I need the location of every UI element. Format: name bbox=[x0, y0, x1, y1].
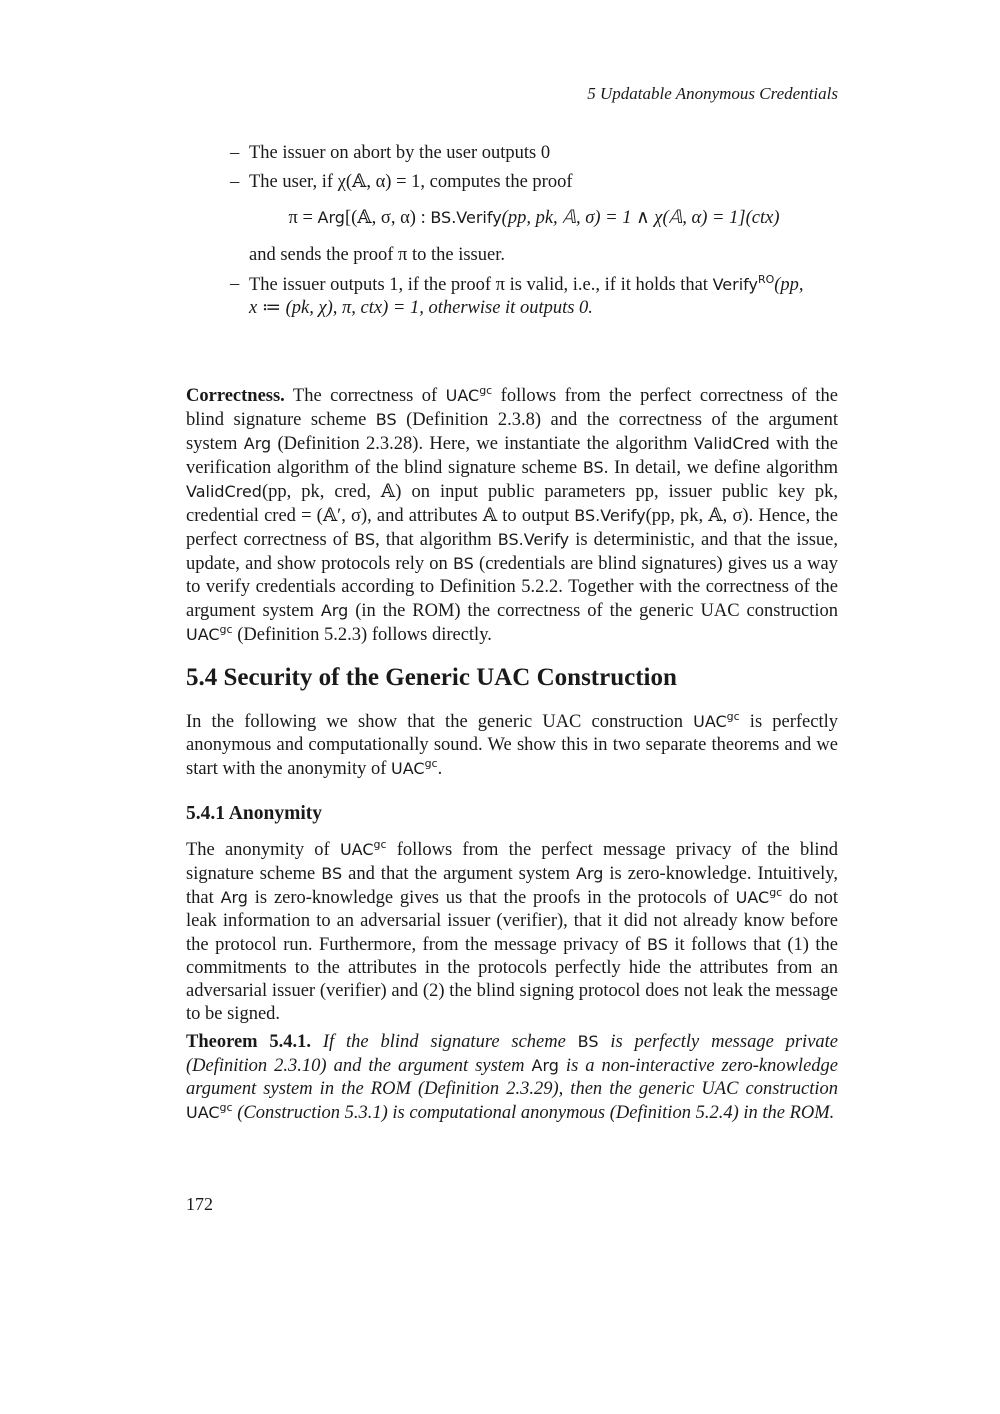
paragraph-heading: Correctness. bbox=[186, 386, 285, 406]
verify-algorithm: Verify bbox=[712, 275, 758, 294]
list-item-text: The issuer outputs 1, if the proof π is valid, i.e., if it holds that bbox=[249, 275, 713, 295]
text: do not leak information to an adversarial issuer (verifier), that it did not already know before the protocol run. Furthermore, from the message privacy of bbox=[186, 888, 838, 955]
arg-symbol: Arg bbox=[531, 1056, 559, 1075]
text: with the verification algorithm of the blind signature scheme bbox=[186, 434, 839, 478]
text: (pp, pk, cred, 𝔸) on input public parameters pp, issuer public key pk, credential cred = (𝔸′, σ), and attributes 𝔸 to output bbox=[186, 482, 838, 526]
bs-symbol: BS bbox=[452, 554, 474, 573]
text: is perfectly message private (Definition 2.3.10) and the argument system bbox=[186, 1032, 839, 1076]
text: (Definition 2.3.8) and the correctness of the argument system bbox=[186, 410, 838, 454]
bs-symbol: BS bbox=[647, 935, 668, 954]
running-title: 5 Updatable Anonymous Credentials bbox=[587, 84, 838, 103]
text: (Definition 2.3.28). Here, we instantiate the algorithm bbox=[271, 434, 694, 454]
subsection-title: 5.4.1 Anonymity bbox=[186, 803, 322, 824]
text: . In detail, we define algorithm bbox=[603, 458, 838, 478]
arg-symbol: Arg bbox=[320, 601, 349, 620]
text: If the blind signature scheme bbox=[311, 1032, 578, 1052]
section-intro-paragraph bbox=[186, 710, 838, 781]
bs-symbol: BS bbox=[321, 864, 343, 883]
gc-superscript: gc bbox=[424, 756, 438, 770]
anonymity-paragraph bbox=[186, 838, 838, 1026]
text: In the following we show that the generic UAC construction bbox=[186, 712, 694, 732]
formula-lhs: π = bbox=[288, 208, 318, 228]
list-item bbox=[230, 142, 838, 165]
page-number: 172 bbox=[186, 1194, 213, 1214]
bs-symbol: BS bbox=[375, 410, 397, 429]
arg-symbol: Arg bbox=[243, 434, 272, 453]
formula-arg: Arg bbox=[317, 208, 345, 227]
dash-bullet: – bbox=[230, 143, 240, 163]
text: (Definition 5.2.3) follows directly. bbox=[232, 625, 492, 645]
uac-symbol: UAC bbox=[186, 1103, 220, 1122]
proof-formula bbox=[230, 206, 838, 230]
bs-verify-symbol: BS.Verify bbox=[497, 530, 570, 549]
text: and that the argument system bbox=[342, 864, 576, 884]
list-item bbox=[230, 273, 838, 320]
uac-symbol: UAC bbox=[186, 625, 220, 644]
text: The correctness of bbox=[284, 386, 446, 406]
gc-superscript: gc bbox=[769, 885, 783, 899]
bs-symbol: BS bbox=[354, 530, 376, 549]
verify-args: (pp, bbox=[774, 275, 804, 295]
text: (Construction 5.3.1) is computational anonymous (Definition 5.2.4) in the ROM. bbox=[232, 1103, 835, 1123]
uac-symbol: UAC bbox=[735, 888, 770, 907]
formula-verify: BS.Verify bbox=[430, 208, 502, 227]
text: The anonymity of bbox=[186, 840, 340, 860]
text: it follows that (1) the commitments to the attributes in the protocols perfectly hide the attributes from an adversarial issuer (verifier) and (2) the blind signing protocol does not leak the message to be signed. bbox=[186, 935, 838, 1024]
text: follows from the perfect message privacy of the blind signature scheme bbox=[186, 840, 838, 884]
text: . bbox=[437, 759, 443, 779]
dash-bullet: – bbox=[230, 274, 240, 294]
validcred-symbol: ValidCred bbox=[693, 434, 770, 453]
list-item-text: The user, if χ(𝔸, α) = 1, computes the proof bbox=[249, 172, 573, 192]
list-item-text: The issuer on abort by the user outputs 0 bbox=[249, 143, 551, 163]
validcred-symbol: ValidCred bbox=[186, 482, 262, 501]
dash-bullet: – bbox=[230, 172, 240, 192]
text: follows from the perfect correctness of the blind signature scheme bbox=[186, 386, 838, 430]
gc-superscript: gc bbox=[479, 383, 493, 397]
uac-symbol: UAC bbox=[693, 712, 727, 731]
arg-symbol: Arg bbox=[220, 888, 248, 907]
text: is zero-knowledge. Intuitively, that bbox=[186, 864, 838, 908]
uac-symbol: UAC bbox=[339, 840, 374, 859]
list-item-continuation: and sends the proof π to the issuer. bbox=[249, 245, 505, 265]
text: (credentials are blind signatures) gives us a way to verify credentials according to Definition 5.2.2. Together with the correctness of the argument system bbox=[186, 554, 838, 621]
protocol-step-list bbox=[230, 142, 838, 326]
text: is deterministic, and that the issue, update, and show protocols rely on bbox=[186, 530, 838, 574]
text: (pp, pk, 𝔸, σ). Hence, the perfect correctness of bbox=[186, 506, 838, 550]
ro-superscript: RO bbox=[757, 272, 775, 286]
bs-symbol: BS bbox=[577, 1032, 599, 1051]
bs-verify-symbol: BS.Verify bbox=[574, 506, 646, 525]
gc-superscript: gc bbox=[219, 1100, 233, 1114]
section-title: 5.4 Security of the Generic UAC Construction bbox=[186, 664, 677, 691]
uac-symbol: UAC bbox=[391, 759, 425, 778]
theorem-label: Theorem 5.4.1. bbox=[186, 1032, 312, 1052]
uac-symbol: UAC bbox=[445, 386, 480, 405]
text: is perfectly anonymous and computationally sound. We show this in two separate theorems and we start with the anonymity of bbox=[186, 712, 839, 779]
arg-symbol: Arg bbox=[576, 864, 604, 883]
formula-args: (pp, pk, 𝔸, σ) = 1 ∧ χ(𝔸, α) = 1](ctx) bbox=[501, 208, 780, 228]
text: , that algorithm bbox=[375, 530, 498, 550]
list-item bbox=[230, 171, 838, 194]
bs-symbol: BS bbox=[582, 458, 604, 477]
gc-superscript: gc bbox=[219, 622, 233, 636]
text: (in the ROM) the correctness of the generic UAC construction bbox=[348, 601, 838, 621]
list-item-text-line2: x ≔ (pk, χ), π, ctx) = 1, otherwise it outputs 0. bbox=[249, 298, 593, 318]
text: is a non-interactive zero-knowledge argument system in the ROM (Definition 2.3.29), then the generic UAC construction bbox=[186, 1056, 838, 1099]
text: is zero-knowledge gives us that the proofs in the protocols of bbox=[247, 888, 736, 908]
correctness-paragraph bbox=[186, 384, 838, 647]
gc-superscript: gc bbox=[726, 709, 740, 723]
formula-open: [(𝔸, σ, α) : bbox=[344, 208, 431, 228]
gc-superscript: gc bbox=[373, 837, 387, 851]
theorem-block bbox=[186, 1030, 838, 1125]
